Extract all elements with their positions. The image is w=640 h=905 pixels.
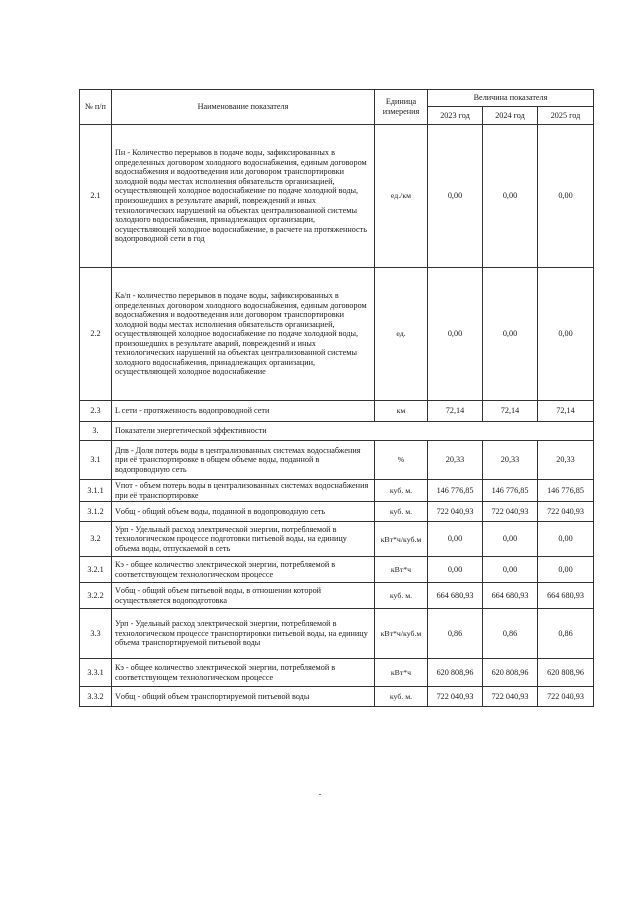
value-2025: 146 776,85	[538, 480, 594, 502]
value-2023: 0,00	[428, 522, 483, 557]
unit-cell: куб. м.	[375, 687, 428, 707]
value-2025: 0,00	[538, 125, 594, 268]
value-2025: 0,00	[538, 557, 594, 583]
indicator-name: Ка/п - количество перерывов в подаче воды, зафиксированных в определенных договором холодного водоснабжения, единым договором водоснабжения и водоотведения или договором транспортировки холодной воды местах исполнения обязательств организацией, осуществляющей холодное водоснабжение по подаче холодной воды, произошедших в результате аварий, повреждений и иных технологических нарушений на объектах централизованной системы холодного водоснабжения, принадлежащих организации, осуществляющей холодное водоснабжение	[112, 268, 375, 401]
table-row	[80, 441, 594, 480]
value-2024: 20,33	[483, 441, 538, 480]
value-2024: 722 040,93	[483, 687, 538, 707]
table-row	[80, 480, 594, 502]
row-number: 3.1.1	[80, 480, 112, 502]
value-2025: 722 040,93	[538, 502, 594, 522]
indicators-table	[79, 89, 594, 707]
table-row	[80, 609, 594, 659]
value-2024: 0,00	[483, 557, 538, 583]
value-2025: 20,33	[538, 441, 594, 480]
row-number: 3.3	[80, 609, 112, 659]
unit-cell: кВт*ч/куб.м	[375, 609, 428, 659]
indicator-name: Пн - Количество перерывов в подаче воды, зафиксированных в определенных договором холодного водоснабжения, единым договором водоснабжения и водоотведения или договором транспортировки холодной воды местах исполнения обязательств организацией, осуществляющей холодное водоснабжение по подаче холодной воды, произошедших в результате аварий, повреждений и иных технологических нарушений на объектах централизованной системы холодного водоснабжения, принадлежащих организации, осуществляющей холодное водоснабжение, в расчете на протяженность водопроводной сети в год	[112, 125, 375, 268]
value-2023: 0,00	[428, 268, 483, 401]
row-number: 2.1	[80, 125, 112, 268]
value-2024: 146 776,85	[483, 480, 538, 502]
value-2023: 146 776,85	[428, 480, 483, 502]
table-row	[80, 422, 594, 441]
row-number: 3.2	[80, 522, 112, 557]
page-mark	[319, 794, 321, 795]
table-row	[80, 125, 594, 268]
value-2025: 664 680,93	[538, 583, 594, 609]
value-2023: 664 680,93	[428, 583, 483, 609]
value-2025: 0,86	[538, 609, 594, 659]
row-number: 3.1.2	[80, 502, 112, 522]
section-title: Показатели энергетической эффективности	[112, 422, 594, 441]
unit-cell: км	[375, 401, 428, 422]
header-values-group: Величина показателя	[428, 90, 594, 107]
row-number: 3.	[80, 422, 112, 441]
value-2025: 0,00	[538, 268, 594, 401]
value-2023: 722 040,93	[428, 687, 483, 707]
header-year-2025: 2025 год	[538, 107, 594, 125]
indicator-name: Кэ - общее количество электрической энергии, потребляемой в соответствующем технологическом процессе	[112, 659, 375, 687]
header-year-2023: 2023 год	[428, 107, 483, 125]
row-number: 3.2.1	[80, 557, 112, 583]
indicator-name: Vобщ - общий объем питьевой воды, в отношении которой осуществляется водоподготовка	[112, 583, 375, 609]
value-2023: 0,00	[428, 557, 483, 583]
unit-cell: кВт*ч/куб.м	[375, 522, 428, 557]
indicator-name: L сети - протяженность водопроводной сети	[112, 401, 375, 422]
unit-cell: куб. м.	[375, 583, 428, 609]
unit-cell: кВт*ч	[375, 557, 428, 583]
value-2023: 722 040,93	[428, 502, 483, 522]
value-2024: 664 680,93	[483, 583, 538, 609]
table-row	[80, 401, 594, 422]
unit-cell: ед./км	[375, 125, 428, 268]
row-number: 2.3	[80, 401, 112, 422]
indicator-name: Дпв - Доля потерь воды в централизованных системах водоснабжения при её транспортировке в общем объеме воды, поданной в водопроводную сеть	[112, 441, 375, 480]
unit-cell: кВт*ч	[375, 659, 428, 687]
value-2024: 620 808,96	[483, 659, 538, 687]
row-number: 2.2	[80, 268, 112, 401]
value-2023: 0,86	[428, 609, 483, 659]
value-2024: 72,14	[483, 401, 538, 422]
value-2025: 72,14	[538, 401, 594, 422]
row-number: 3.3.2	[80, 687, 112, 707]
unit-cell: куб. м.	[375, 502, 428, 522]
header-year-2024: 2024 год	[483, 107, 538, 125]
value-2023: 20,33	[428, 441, 483, 480]
table-row	[80, 687, 594, 707]
value-2023: 0,00	[428, 125, 483, 268]
indicator-name: Vпот - объем потерь воды в централизованных системах водоснабжения при её транспортировке	[112, 480, 375, 502]
indicator-name: Vобщ - общий объем транспортируемой питьевой воды	[112, 687, 375, 707]
row-number: 3.2.2	[80, 583, 112, 609]
header-unit: Единица измерения	[375, 90, 428, 125]
row-number: 3.3.1	[80, 659, 112, 687]
value-2025: 0,00	[538, 522, 594, 557]
value-2024: 0,00	[483, 522, 538, 557]
table-row	[80, 268, 594, 401]
table-body	[80, 125, 594, 707]
table-header	[80, 90, 594, 125]
value-2024: 0,86	[483, 609, 538, 659]
indicator-name: Кэ - общее количество электрической энергии, потребляемой в соответствующем технологическом процессе	[112, 557, 375, 583]
value-2023: 72,14	[428, 401, 483, 422]
value-2023: 620 808,96	[428, 659, 483, 687]
unit-cell: куб. м.	[375, 480, 428, 502]
indicator-name: Урп - Удельный расход электрической энергии, потребляемой в технологическом процессе транспортировки питьевой воды, на единицу объема транспортируемой питьевой воды	[112, 609, 375, 659]
unit-cell: ед.	[375, 268, 428, 401]
table-row	[80, 583, 594, 609]
value-2024: 0,00	[483, 125, 538, 268]
table-row	[80, 502, 594, 522]
row-number: 3.1	[80, 441, 112, 480]
header-name: Наименование показателя	[112, 90, 375, 125]
value-2024: 722 040,93	[483, 502, 538, 522]
table-row	[80, 659, 594, 687]
header-num: № п/п	[80, 90, 112, 125]
table-row	[80, 557, 594, 583]
value-2025: 620 808,96	[538, 659, 594, 687]
unit-cell: %	[375, 441, 428, 480]
value-2025: 722 040,93	[538, 687, 594, 707]
indicator-name: Урп - Удельный расход электрической энергии, потребляемой в технологическом процессе подготовки питьевой воды, на единицу объема воды, отпускаемой в сеть	[112, 522, 375, 557]
indicator-name: Vобщ - общий объем воды, поданной в водопроводную сеть	[112, 502, 375, 522]
value-2024: 0,00	[483, 268, 538, 401]
table-row	[80, 522, 594, 557]
